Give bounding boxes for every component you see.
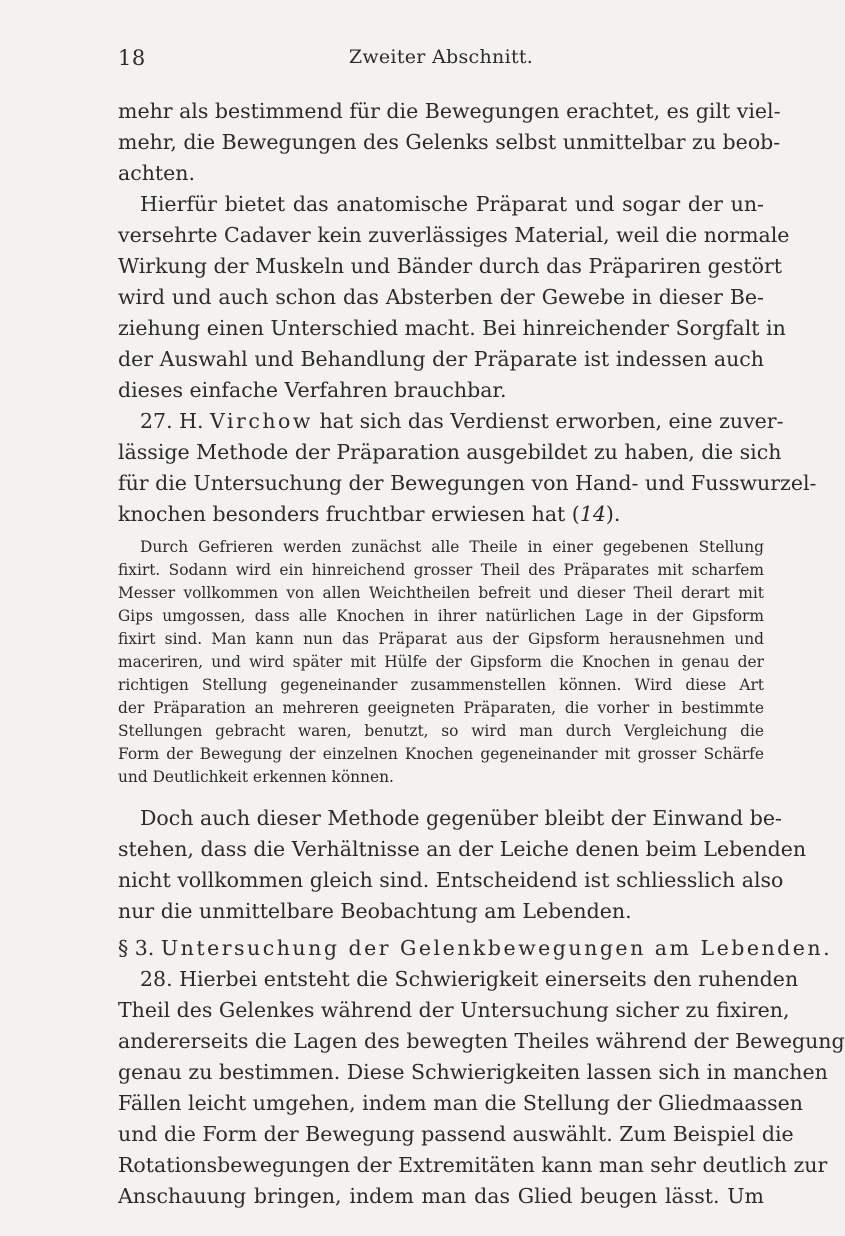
small-text-line: fixirt sind. Man kann nun das Präparat aus der Gipsform herausnehmen und [118,630,764,648]
text-line: Theil des Gelenkes während der Untersuchung sicher zu fixiren, [118,998,790,1022]
text-line: Hierfür bietet das anatomische Präparat und sogar der un- [140,192,764,216]
line-end: ). [605,502,621,526]
paragraph-1 [118,96,781,189]
text-line: und die Form der Bewegung passend auswählt. Zum Beispiel die [118,1122,794,1146]
text-line: der Auswahl und Behandlung der Präparate ist indessen auch [118,347,764,371]
text-line: Anschauung bringen, indem man das Glied beugen lässt. Um [118,1184,764,1208]
running-head: Zweiter Abschnitt. [348,46,534,68]
small-text-line: Messer vollkommen von allen Weichtheilen befreit und dieser Theil derart mit [118,584,764,602]
paragraph-2 [118,189,790,406]
small-text-line: maceriren, und wird später mit Hülfe der Gipsform die Knochen in genau der [118,653,764,671]
body-text [118,96,845,1212]
para-number: 27. H. [140,409,204,433]
text-line: genau zu bestimmen. Diese Schwierigkeiten lassen sich in manchen [118,1060,828,1084]
text-line: Doch auch dieser Methode gegenüber bleibt der Einwand be- [140,806,782,830]
paragraph-4 [118,803,807,927]
page-number: 18 [118,46,146,70]
text-line: mehr als bestimmend für die Bewegungen erachtet, es gilt viel- [118,99,781,123]
reference-number: 14 [579,502,606,526]
page-header [118,46,764,76]
line-start: knochen besonders fruchtbar erwiesen hat ( [118,502,580,526]
spacer [118,789,764,803]
text-line: für die Untersuchung der Bewegungen von Hand- und Fusswurzel- [118,471,817,495]
section-number: § 3. [118,936,155,960]
text-line: Fällen leicht umgehen, indem man die Stellung der Gliedmaassen [118,1091,803,1115]
person-name: Virchow [210,409,313,433]
text-line: nicht vollkommen gleich sind. Entscheidend ist schliesslich also [118,868,784,892]
text-line: versehrte Cadaver kein zuverlässiges Material, weil die normale [118,223,790,247]
small-text-line: und Deutlichkeit erkennen können. [118,768,394,786]
section-title: Untersuchung der Gelenkbewegungen am Lebenden. [160,936,833,960]
text-line: lässige Methode der Präparation ausgebildet zu haben, die sich [118,440,782,464]
text-line: ziehung einen Unterschied macht. Bei hinreichender Sorgfalt in [118,316,786,340]
text-line [118,499,764,530]
text-line: nur die unmittelbare Beobachtung am Lebenden. [118,899,632,923]
small-print-paragraph [118,536,764,789]
small-text-line: Gips umgossen, dass alle Knochen in ihrer natürlichen Lage in der Gipsform [118,607,764,625]
small-text-line: Stellungen gebracht waren, benutzt, so wird man durch Vergleichung die [118,722,764,740]
section-heading [118,933,833,964]
text-line: Rotationsbewegungen der Extremitäten kann man sehr deutlich zur [118,1153,828,1177]
small-text-line: Form der Bewegung der einzelnen Knochen gegeneinander mit grosser Schärfe [118,745,764,763]
text-line: andererseits die Lagen des bewegten Theiles während der Bewegung [118,1029,845,1053]
text-line: 28. Hierbei entsteht die Schwierigkeit einerseits den ruhenden [140,967,799,991]
small-text-line: der Präparation an mehreren geeigneten Präparaten, die vorher in bestimmte [118,699,764,717]
paragraph-3 [118,406,817,530]
text-line: Wirkung der Muskeln und Bänder durch das Präpariren gestört [118,254,783,278]
small-text-line: fixirt. Sodann wird ein hinreichend grosser Theil des Präparates mit scharfem [118,561,764,579]
small-text-line: Durch Gefrieren werden zunächst alle Theile in einer gegebenen Stellung [140,538,764,556]
text-line: mehr, die Bewegungen des Gelenks selbst unmittelbar zu beob- [118,130,781,154]
text-line: wird und auch schon das Absterben der Gewebe in dieser Be- [118,285,764,309]
text-line: dieses einfache Verfahren brauchbar. [118,378,507,402]
line-rest: hat sich das Verdienst erworben, eine zuver- [319,409,784,433]
paragraph-5 [118,964,845,1212]
text-line: stehen, dass die Verhältnisse an der Leiche denen beim Lebenden [118,837,807,861]
text-line [118,406,784,437]
small-text-line: richtigen Stellung gegeneinander zusammenstellen können. Wird diese Art [118,676,764,694]
text-line: achten. [118,161,195,185]
